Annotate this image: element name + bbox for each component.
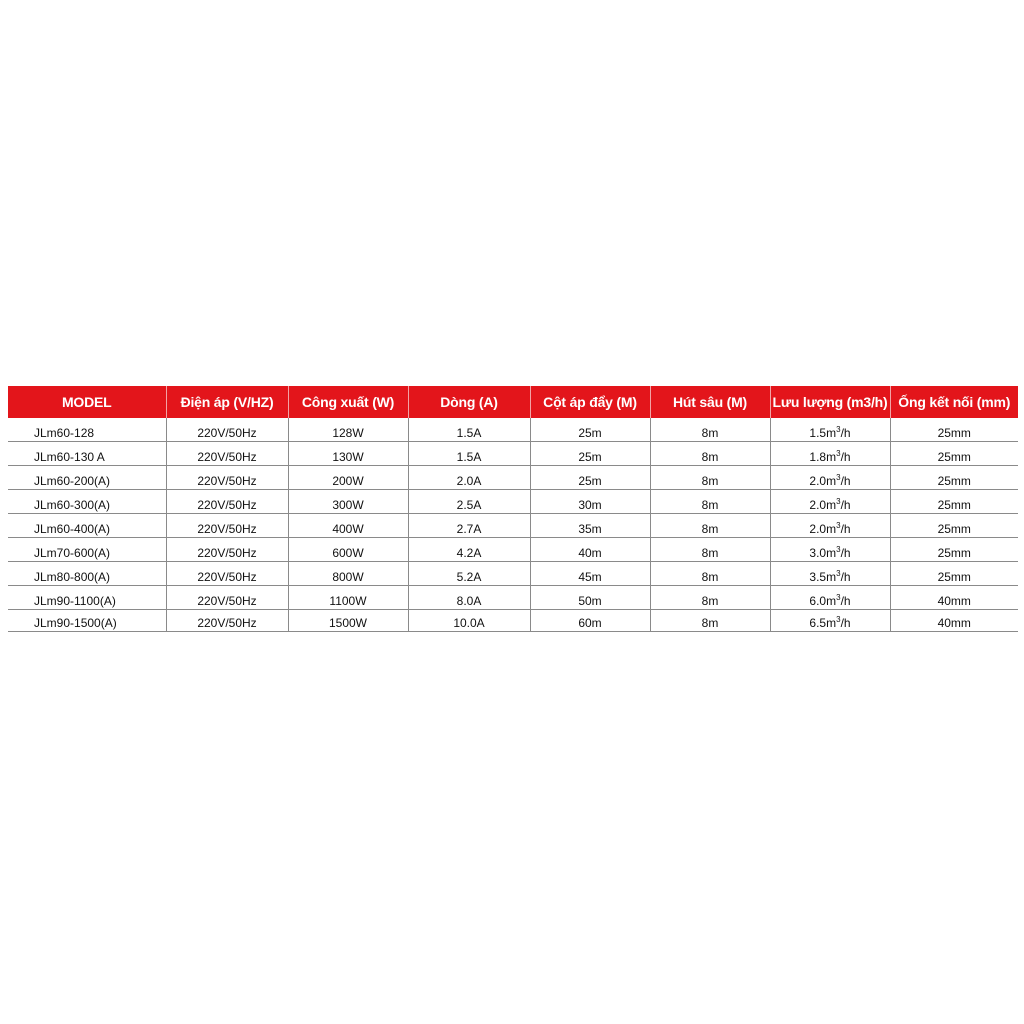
cell-pipe (890, 514, 1018, 538)
cell-suction-text: 8m (701, 426, 719, 440)
header-pipe: Ống kết nối (mm) (890, 386, 1018, 418)
cell-power-text: 800W (332, 570, 364, 584)
flow-unit-exponent: 3 (836, 425, 841, 434)
table-row (8, 610, 1018, 632)
cell-power (288, 442, 408, 466)
cell-current-text: 1.5A (456, 426, 482, 440)
flow-unit-suffix: /h (840, 498, 851, 512)
header-head: Cột áp đẩy (M) (530, 386, 650, 418)
cell-pipe-text: 25mm (937, 450, 971, 464)
cell-flow (770, 418, 890, 442)
cell-suction-text: 8m (701, 450, 719, 464)
cell-pipe-text: 25mm (937, 570, 971, 584)
cell-suction-text: 8m (701, 616, 719, 630)
cell-model-text: JLm60-300(A) (34, 498, 111, 512)
cell-voltage-text: 220V/50Hz (197, 426, 257, 440)
table-row (8, 466, 1018, 490)
cell-pipe (890, 418, 1018, 442)
header-row (8, 386, 1018, 418)
table-row (8, 442, 1018, 466)
cell-model-text: JLm70-600(A) (34, 546, 111, 560)
cell-flow (770, 538, 890, 562)
cell-head (530, 514, 650, 538)
flow-unit-suffix: /h (840, 426, 851, 440)
cell-power (288, 418, 408, 442)
cell-voltage-text: 220V/50Hz (197, 474, 257, 488)
cell-voltage (166, 490, 288, 514)
flow-unit-prefix: m (826, 570, 837, 584)
cell-head-text: 45m (578, 570, 602, 584)
cell-current-text: 4.2A (456, 546, 482, 560)
cell-pipe (890, 442, 1018, 466)
cell-head-text: 25m (578, 474, 602, 488)
table-row (8, 514, 1018, 538)
table-body (8, 418, 1018, 632)
cell-head (530, 538, 650, 562)
cell-power-text: 128W (332, 426, 364, 440)
cell-voltage (166, 514, 288, 538)
cell-model-text: JLm60-130 A (34, 450, 105, 464)
flow-value: 1.8 (809, 450, 827, 464)
cell-current-text: 10.0A (453, 616, 485, 630)
cell-voltage (166, 466, 288, 490)
cell-pipe (890, 538, 1018, 562)
cell-current (408, 418, 530, 442)
cell-model (8, 562, 166, 586)
cell-head-text: 50m (578, 594, 602, 608)
cell-voltage-text: 220V/50Hz (197, 570, 257, 584)
cell-head-text: 35m (578, 522, 602, 536)
cell-suction (650, 418, 770, 442)
cell-model-text: JLm90-1100(A) (34, 594, 116, 608)
cell-head-text: 30m (578, 498, 602, 512)
flow-unit-prefix: m (826, 450, 837, 464)
cell-current-text: 1.5A (456, 450, 482, 464)
cell-voltage-text: 220V/50Hz (197, 616, 257, 630)
flow-value: 6.5 (809, 616, 827, 630)
table-row (8, 562, 1018, 586)
pump-spec-table (8, 386, 1018, 632)
cell-pipe (890, 610, 1018, 632)
cell-suction-text: 8m (701, 522, 719, 536)
cell-voltage (166, 538, 288, 562)
cell-model (8, 610, 166, 632)
cell-head-text: 40m (578, 546, 602, 560)
cell-current (408, 562, 530, 586)
cell-suction (650, 610, 770, 632)
cell-current-text: 8.0A (456, 594, 482, 608)
cell-voltage (166, 442, 288, 466)
header-model: MODEL (8, 386, 166, 418)
cell-suction (650, 586, 770, 610)
cell-model-text: JLm90-1500(A) (34, 616, 117, 630)
header-power: Công xuất (W) (288, 386, 408, 418)
flow-unit-exponent: 3 (836, 593, 841, 602)
cell-head (530, 418, 650, 442)
cell-suction (650, 466, 770, 490)
cell-voltage (166, 610, 288, 632)
cell-suction-text: 8m (701, 546, 719, 560)
cell-power-text: 300W (332, 498, 364, 512)
cell-suction (650, 538, 770, 562)
cell-model-text: JLm60-400(A) (34, 522, 111, 536)
cell-voltage-text: 220V/50Hz (197, 450, 257, 464)
cell-current-text: 2.0A (456, 474, 482, 488)
cell-suction-text: 8m (701, 594, 719, 608)
cell-power (288, 466, 408, 490)
cell-head-text: 25m (578, 426, 602, 440)
cell-model (8, 538, 166, 562)
flow-unit-prefix: m (826, 498, 837, 512)
cell-model-text: JLm80-800(A) (34, 570, 111, 584)
flow-unit-exponent: 3 (836, 473, 841, 482)
cell-pipe (890, 586, 1018, 610)
cell-model (8, 490, 166, 514)
cell-current (408, 442, 530, 466)
cell-flow (770, 586, 890, 610)
cell-pipe-text: 25mm (937, 522, 971, 536)
flow-value: 2.0 (809, 498, 827, 512)
cell-model (8, 442, 166, 466)
cell-suction-text: 8m (701, 570, 719, 584)
flow-unit-prefix: m (826, 426, 837, 440)
cell-current (408, 514, 530, 538)
flow-unit-prefix: m (826, 616, 837, 630)
flow-unit-suffix: /h (840, 570, 851, 584)
cell-suction-text: 8m (701, 474, 719, 488)
header-flow: Lưu lượng (m3/h) (770, 386, 890, 418)
cell-pipe-text: 40mm (937, 616, 971, 630)
table-row (8, 490, 1018, 514)
cell-power (288, 490, 408, 514)
cell-power-text: 1500W (328, 616, 368, 630)
header-suction: Hút sâu (M) (650, 386, 770, 418)
flow-unit-suffix: /h (840, 546, 851, 560)
header-current: Dòng (A) (408, 386, 530, 418)
cell-flow (770, 490, 890, 514)
flow-unit-suffix: /h (840, 594, 851, 608)
cell-voltage-text: 220V/50Hz (197, 522, 257, 536)
cell-voltage-text: 220V/50Hz (197, 594, 257, 608)
cell-power (288, 538, 408, 562)
cell-voltage (166, 562, 288, 586)
cell-current (408, 466, 530, 490)
cell-current (408, 610, 530, 632)
cell-head (530, 490, 650, 514)
flow-unit-prefix: m (826, 546, 837, 560)
table-row (8, 418, 1018, 442)
cell-power (288, 562, 408, 586)
cell-voltage-text: 220V/50Hz (197, 546, 257, 560)
cell-head (530, 610, 650, 632)
cell-suction (650, 442, 770, 466)
cell-pipe-text: 25mm (937, 426, 971, 440)
cell-power (288, 514, 408, 538)
cell-head-text: 60m (578, 616, 602, 630)
cell-power-text: 400W (332, 522, 364, 536)
table-row (8, 586, 1018, 610)
flow-unit-suffix: /h (840, 450, 851, 464)
cell-model-text: JLm60-128 (34, 426, 95, 440)
cell-flow (770, 442, 890, 466)
flow-unit-suffix: /h (840, 616, 851, 630)
cell-flow (770, 610, 890, 632)
cell-flow (770, 514, 890, 538)
flow-value: 3.5 (809, 570, 827, 584)
cell-power (288, 610, 408, 632)
flow-unit-suffix: /h (840, 522, 851, 536)
cell-power-text: 130W (332, 450, 364, 464)
cell-pipe-text: 25mm (937, 546, 971, 560)
cell-current-text: 5.2A (456, 570, 482, 584)
flow-value: 2.0 (809, 474, 827, 488)
cell-head (530, 466, 650, 490)
cell-suction (650, 562, 770, 586)
cell-current-text: 2.7A (456, 522, 482, 536)
cell-pipe-text: 25mm (937, 498, 971, 512)
cell-pipe-text: 40mm (937, 594, 971, 608)
flow-unit-exponent: 3 (836, 569, 841, 578)
cell-model-text: JLm60-200(A) (34, 474, 111, 488)
flow-unit-exponent: 3 (836, 545, 841, 554)
cell-pipe (890, 466, 1018, 490)
flow-unit-suffix: /h (840, 474, 851, 488)
cell-current-text: 2.5A (456, 498, 482, 512)
flow-value: 6.0 (809, 594, 827, 608)
flow-unit-exponent: 3 (836, 521, 841, 530)
cell-power-text: 1100W (329, 594, 367, 608)
flow-unit-prefix: m (826, 594, 837, 608)
cell-voltage (166, 418, 288, 442)
cell-pipe-text: 25mm (937, 474, 971, 488)
cell-head-text: 25m (578, 450, 602, 464)
flow-unit-exponent: 3 (836, 449, 841, 458)
flow-value: 3.0 (809, 546, 827, 560)
cell-current (408, 490, 530, 514)
cell-current (408, 538, 530, 562)
cell-suction (650, 514, 770, 538)
cell-power (288, 586, 408, 610)
cell-flow (770, 466, 890, 490)
cell-model (8, 418, 166, 442)
cell-power-text: 600W (332, 546, 364, 560)
cell-voltage (166, 586, 288, 610)
cell-suction (650, 490, 770, 514)
cell-suction-text: 8m (701, 498, 719, 512)
flow-value: 2.0 (809, 522, 827, 536)
table-header (8, 386, 1018, 418)
cell-power-text: 200W (332, 474, 364, 488)
flow-unit-exponent: 3 (836, 615, 841, 624)
cell-model (8, 466, 166, 490)
cell-head (530, 586, 650, 610)
cell-current (408, 586, 530, 610)
flow-value: 1.5 (809, 426, 827, 440)
flow-unit-prefix: m (826, 474, 837, 488)
table-row (8, 538, 1018, 562)
cell-model (8, 514, 166, 538)
flow-unit-exponent: 3 (836, 497, 841, 506)
flow-unit-prefix: m (826, 522, 837, 536)
cell-pipe (890, 490, 1018, 514)
cell-head (530, 562, 650, 586)
cell-head (530, 442, 650, 466)
cell-pipe (890, 562, 1018, 586)
header-voltage: Điện áp (V/HZ) (166, 386, 288, 418)
cell-flow (770, 562, 890, 586)
cell-voltage-text: 220V/50Hz (197, 498, 257, 512)
cell-model (8, 586, 166, 610)
